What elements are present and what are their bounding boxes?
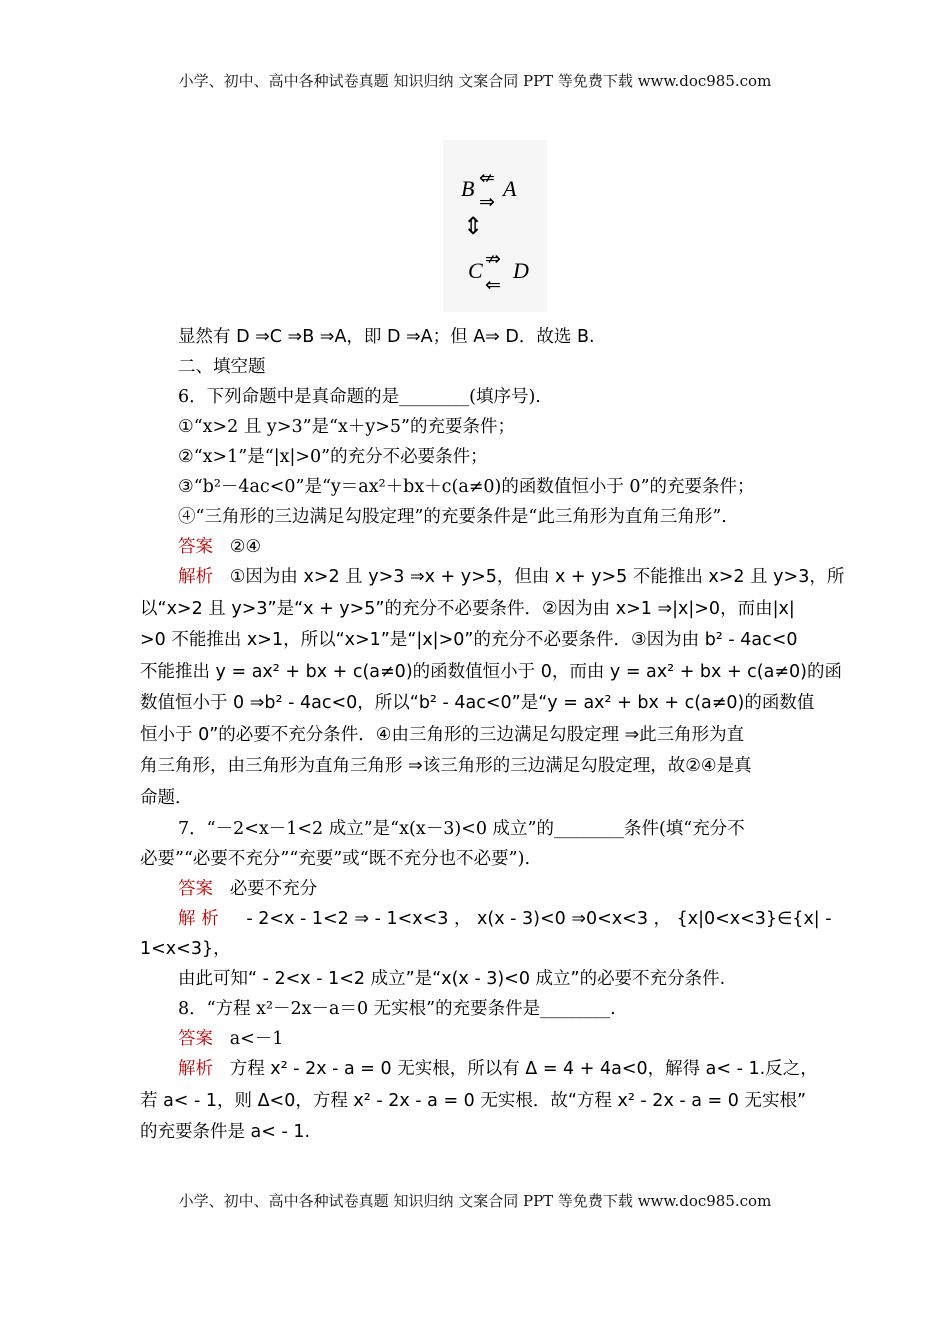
answer-label: 答案: [178, 1029, 213, 1049]
page-footer: 小学、初中、高中各种试卷真题 知识归纳 文案合同 PPT 等免费下载 www.doc985.com: [178, 1192, 772, 1210]
solution-text: 以“x>2 且 y>3”是“x + y>5”的充分不必要条件．②因为由 x>1 ⇒|x|>0，而由|x|: [140, 598, 795, 619]
solution-text: 方程 x² - 2x - a = 0 无实根，所以有 Δ = 4 + 4a<0，解得 a< - 1.反之，: [229, 1059, 818, 1079]
question-6-solution: [140, 562, 845, 814]
answer-label: 答案: [178, 537, 213, 557]
answer-value: 必要不充分: [229, 879, 318, 899]
question-8: 8．“方程 x²－2x－a＝0 无实根”的充要条件是________.: [178, 999, 616, 1019]
solution-text: - 2<x - 1<2 ⇒ - 1<x<3 ， x(x - 3)<0 ⇒0<x<3 ， {x|0<x<3}∈{x| -: [246, 909, 832, 929]
diagram-label-c: C: [468, 258, 483, 283]
solution-text: 1<x<3}，: [140, 939, 231, 959]
solution-line: [140, 1054, 818, 1086]
solution-line: [140, 934, 815, 964]
solution-line: [140, 625, 815, 657]
question-7-continued: 必要”“必要不充分”“充要”或“既不充分也不必要”).: [140, 849, 531, 869]
question-8-answer: [140, 1024, 815, 1054]
solution-text: ①因为由 x>2 且 y>3 ⇒x + y>5，但由 x + y>5 不能推出 x>2 且 y>3，所: [229, 567, 845, 587]
implication-diagram: [443, 140, 547, 312]
solution-text: 命题．: [140, 787, 193, 808]
diagram-label-d: D: [513, 258, 529, 283]
question-6-option-4: ④“三角形的三边满足勾股定理”的充要条件是“此三角形为直角三角形”.: [178, 507, 727, 527]
section-title: [140, 352, 815, 382]
question-8-solution: [140, 1054, 818, 1149]
solution-line: [140, 1086, 815, 1118]
solution-text: 的充要条件是 a< - 1.: [140, 1122, 311, 1142]
answer-value: ②④: [229, 537, 262, 557]
page-header: 小学、初中、高中各种试卷真题 知识归纳 文案合同 PPT 等免费下载 www.doc985.com: [178, 72, 772, 90]
solution-text: 不能推出 y = ax² + bx + c(a≠0)的函数值恒小于 0，而由 y = ax² + bx + c(a≠0)的函: [140, 661, 842, 682]
conclusion-text: 显然有 D ⇒C ⇒B ⇒A，即 D ⇒A；但 A⇒ D．故选 B.: [178, 327, 595, 347]
solution-line: [140, 751, 815, 783]
question-6-option-1: ①“x>2 且 y>3”是“x＋y>5”的充要条件；: [178, 417, 516, 437]
solution-text: 数值恒小于 0 ⇒b² - 4ac<0，所以“b² - 4ac<0”是“y = ax² + bx + c(a≠0)的函数值: [140, 693, 815, 713]
solution-text: 角三角形，由三角形为直角三角形 ⇒该三角形的三边满足勾股定理，故②④是真: [140, 756, 752, 776]
answer-label: 答案: [178, 879, 213, 899]
question-6-option-2: ②“x>1”是“|x|>0”的充分不必要条件；: [178, 447, 488, 467]
question-6-answer: [140, 532, 815, 562]
solution-text: 由此可知“ - 2<x - 1<2 成立”是“x(x - 3)<0 成立”的必要不充分条件.: [178, 969, 726, 989]
solution-line: [140, 657, 842, 689]
conclusion-line: [140, 322, 815, 352]
solution-text: 若 a< - 1，则 Δ<0，方程 x² - 2x - a = 0 无实根．故“方程 x² - 2x - a = 0 无实根”: [140, 1090, 807, 1111]
question-6: 6．下列命题中是真命题的是________(填序号).: [178, 387, 541, 407]
solution-text: >0 不能推出 x>1，所以“x>1”是“|x|>0”的充分不必要条件．③因为由 b² - 4ac<0: [140, 630, 798, 650]
diagram-arrow-not-implies-right: ⇏: [485, 248, 501, 270]
diagram-arrow-implied-left: ⇐: [485, 274, 501, 296]
diagram-arrow-equivalent: ⇕: [463, 212, 484, 240]
question-7-answer: [140, 874, 815, 904]
document-body: [140, 322, 845, 1149]
solution-label: 解析: [178, 567, 213, 587]
solution-line: [140, 783, 815, 815]
solution-label: 解 析: [178, 909, 219, 929]
solution-line: [140, 1117, 815, 1149]
diagram-arrow-implies-right: ⇒: [479, 191, 495, 213]
solution-line: [140, 688, 815, 720]
section-title-text: 二、填空题: [178, 357, 266, 377]
diagram-label-b: B: [461, 176, 475, 201]
question-7-solution: [140, 904, 832, 934]
question-7: 7．“－2<x－1<2 成立”是“x(x－3)<0 成立”的________条件(填“充分不: [178, 819, 745, 839]
solution-line: [140, 720, 815, 752]
solution-label: 解析: [178, 1059, 213, 1079]
solution-line: [140, 964, 815, 994]
diagram-label-a: A: [503, 176, 517, 201]
answer-value: a<－1: [229, 1029, 284, 1049]
diagram-arrow-not-implied-left: ⇍: [479, 167, 495, 189]
solution-line: [140, 594, 815, 626]
question-6-option-3: ③“b²－4ac<0”是“y＝ax²＋bx＋c(a≠0)的函数值恒小于 0”的充要条件；: [178, 477, 755, 497]
solution-text: 恒小于 0”的必要不充分条件．④由三角形的三边满足勾股定理 ⇒此三角形为直: [140, 724, 745, 745]
solution-line: [140, 562, 845, 594]
